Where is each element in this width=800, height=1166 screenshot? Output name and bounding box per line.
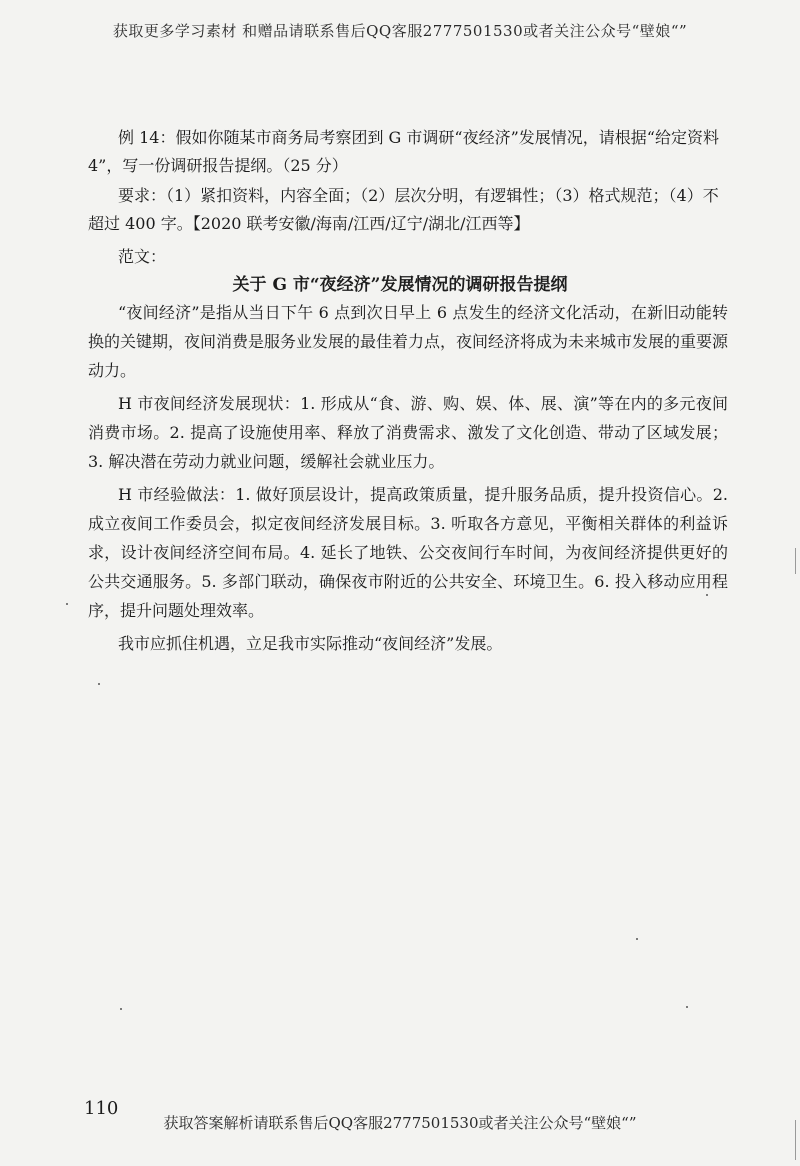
essay-paragraph-status: H 市夜间经济发展现状：1. 形成从“食、游、购、娱、体、展、演”等在内的多元夜间消费市场。2. 提高了设施使用率、释放了消费需求、激发了文化创造、带动了区域发展；3. 解决潜在劳动力就业问题，缓解社会就业压力。: [88, 394, 728, 471]
scan-speck: [636, 938, 638, 940]
footer-promo-note: 获取答案解析请联系售后QQ客服2777501530或者关注公众号“壁娘“”: [163, 1114, 637, 1132]
page-number: 110: [84, 1098, 119, 1119]
essay-paragraph-intro: “夜间经济”是指从当日下午 6 点到次日早上 6 点发生的经济文化活动，在新旧动能转换的关键期，夜间消费是服务业发展的最佳着力点，夜间经济将成为未来城市发展的重要源动力。: [88, 303, 729, 380]
essay-paragraph-practices: H 市经验做法：1. 做好顶层设计，提高政策质量，提升服务品质，提升投资信心。2. 成立夜间工作委员会，拟定夜间经济发展目标。3. 听取各方意见，平衡相关群体的利益诉求，设计夜间经济空间布局。4. 延长了地铁、公交夜间行车时间，为夜间经济提供更好的公共交通服务。5. 多部门联动，确保夜市附近的公共安全、环境卫生。6. 投入移动应用程序，提升问题处理效率。: [88, 485, 728, 620]
model-answer-label: 范文：: [118, 247, 167, 266]
scan-edge-line: [795, 1120, 796, 1160]
essay-paragraph-conclusion: 我市应抓住机遇，立足我市实际推动“夜间经济”发展。: [118, 634, 503, 653]
question-prompt: 例 14：假如你随某市商务局考察团到 G 市调研“夜经济”发展情况，请根据“给定资料 4”，写一份调研报告提纲。（25 分）: [88, 128, 719, 175]
essay-title: 关于 G 市“夜经济”发展情况的调研报告提纲: [232, 275, 568, 295]
scan-speck: [98, 683, 100, 685]
question-block: [88, 124, 728, 238]
essay-body: [88, 298, 728, 662]
scan-speck: [120, 1008, 122, 1010]
scan-edge-line: [795, 548, 796, 574]
scan-speck: [686, 1006, 688, 1008]
header-promo-note: 获取更多学习素材 和赠品请联系售后QQ客服2777501530或者关注公众号“壁娘“”: [112, 22, 688, 40]
scan-speck: [706, 594, 708, 596]
question-requirements: 要求：（1）紧扣资料，内容全面；（2）层次分明，有逻辑性；（3）格式规范；（4）不超过 400 字。【2020 联考安徽/海南/江西/辽宁/湖北/江西等】: [88, 186, 719, 233]
scan-speck: [66, 603, 68, 605]
